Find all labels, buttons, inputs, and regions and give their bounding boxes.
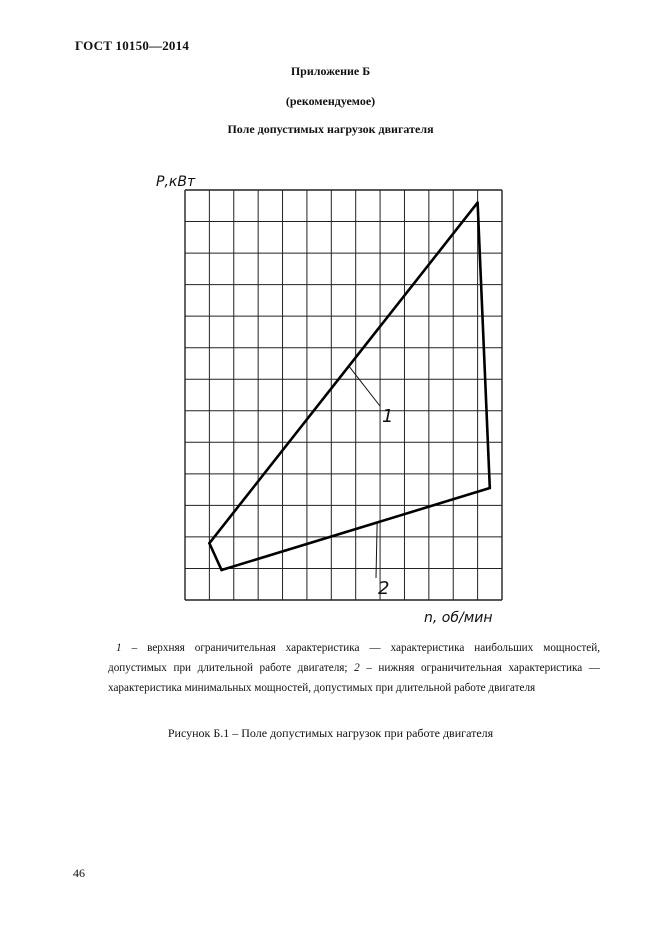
series-line-1: [209, 203, 477, 544]
series-2-leader: [376, 522, 377, 578]
legend-mark-1: 1: [116, 642, 122, 654]
figure-legend: [108, 638, 600, 698]
legend-text-2: – нижняя ограничительная характеристика — характеристика минимальных мощностей, допустимых при длительной работе двигателя: [108, 662, 600, 694]
series-1-marker: 1: [382, 406, 394, 427]
chart-grid: [185, 190, 502, 600]
legend-paragraph: [108, 638, 600, 698]
appendix-title: Приложение Б: [290, 64, 371, 78]
boundary-segment: [209, 543, 221, 570]
appendix-status: (рекомендуемое): [285, 94, 376, 108]
x-axis-label: n, об/мин: [424, 610, 493, 626]
chart-series: [209, 203, 489, 570]
appendix-heading: Поле допустимых нагрузок двигателя: [227, 122, 434, 136]
legend-mark-2: 2: [354, 662, 360, 674]
y-axis-label: Р,кВт: [156, 174, 196, 190]
page-number: 46: [73, 866, 85, 880]
load-field-figure: [140, 160, 540, 630]
document-header: ГОСТ 10150—2014: [75, 38, 190, 53]
chart-leaders: [349, 366, 380, 578]
series-2-marker: 2: [378, 578, 390, 599]
load-field-chart: [140, 160, 540, 630]
figure-caption: Рисунок Б.1 – Поле допустимых нагрузок при работе двигателя: [167, 726, 494, 740]
series-1-leader: [349, 366, 380, 406]
boundary-segment: [478, 203, 490, 488]
legend-text-1: – верхняя ограничительная характеристика — характеристика наибольших мощностей, допустимых при длительной работе двигателя;: [108, 642, 600, 674]
